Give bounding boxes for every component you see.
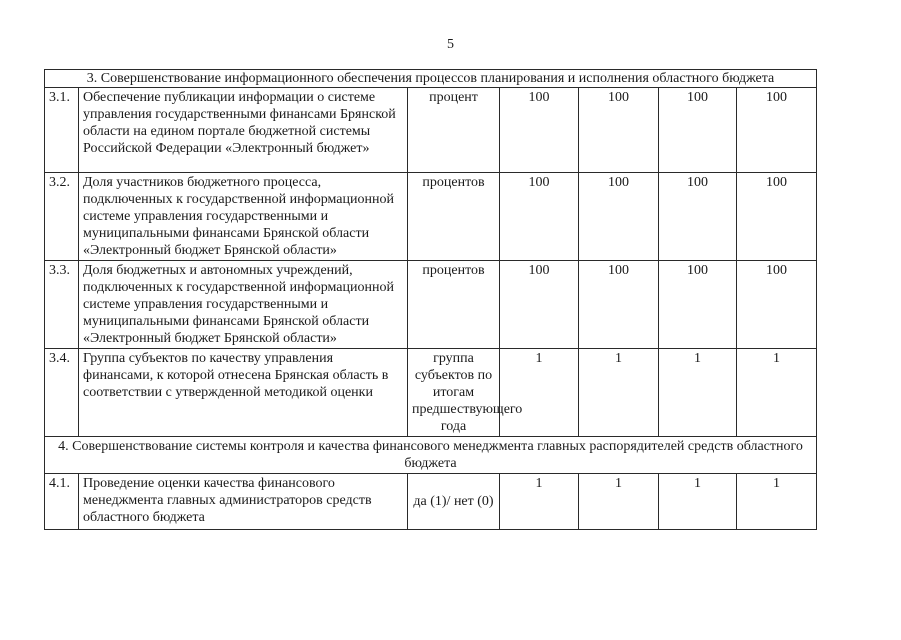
table-row bbox=[45, 173, 817, 261]
row-value: 100 bbox=[659, 88, 737, 173]
table-row bbox=[45, 88, 817, 173]
row-unit: группа субъектов по итогам предшествующего года bbox=[408, 349, 500, 437]
row-unit: процентов bbox=[408, 261, 500, 349]
row-value: 1 bbox=[500, 474, 579, 530]
row-description: Обеспечение публикации информации о системе управления государственными финансами Брянской области на едином портале бюджетной системы Российской Федерации «Электронный бюджет» bbox=[79, 88, 408, 173]
row-number: 3.4. bbox=[45, 349, 79, 437]
row-value: 100 bbox=[737, 173, 817, 261]
row-description: Группа субъектов по качеству управления финансами, к которой отнесена Брянская область в соответствии с утвержденной методикой оценки bbox=[79, 349, 408, 437]
row-value: 100 bbox=[737, 88, 817, 173]
row-value: 1 bbox=[500, 349, 579, 437]
row-unit: процент bbox=[408, 88, 500, 173]
row-number: 3.1. bbox=[45, 88, 79, 173]
page-number: 5 bbox=[447, 37, 454, 52]
row-value: 1 bbox=[579, 474, 659, 530]
section-header-row bbox=[45, 437, 817, 474]
row-value: 1 bbox=[659, 349, 737, 437]
indicators-table bbox=[44, 69, 817, 530]
row-number: 3.2. bbox=[45, 173, 79, 261]
table-row bbox=[45, 349, 817, 437]
row-number: 3.3. bbox=[45, 261, 79, 349]
row-value: 100 bbox=[579, 173, 659, 261]
row-value: 100 bbox=[737, 261, 817, 349]
row-value: 100 bbox=[579, 88, 659, 173]
row-value: 1 bbox=[579, 349, 659, 437]
row-value: 100 bbox=[500, 173, 579, 261]
row-value: 100 bbox=[659, 173, 737, 261]
table-row bbox=[45, 261, 817, 349]
row-description: Проведение оценки качества финансового менеджмента главных администраторов средств областного бюджета bbox=[79, 474, 408, 530]
row-value: 100 bbox=[500, 261, 579, 349]
row-value: 100 bbox=[659, 261, 737, 349]
section-header-row bbox=[45, 70, 817, 88]
row-unit: да (1)/ нет (0) bbox=[408, 474, 500, 530]
section-title: 3. Совершенствование информационного обеспечения процессов планирования и исполнения областного бюджета bbox=[45, 70, 817, 88]
row-description: Доля участников бюджетного процесса, подключенных к государственной информационной системе управления государственными и муниципальными финансами Брянской области «Электронный бюджет Брянской области» bbox=[79, 173, 408, 261]
row-number: 4.1. bbox=[45, 474, 79, 530]
table-row bbox=[45, 474, 817, 530]
row-value: 100 bbox=[579, 261, 659, 349]
row-unit: процентов bbox=[408, 173, 500, 261]
row-value: 1 bbox=[737, 474, 817, 530]
row-value: 100 bbox=[500, 88, 579, 173]
section-title: 4. Совершенствование системы контроля и качества финансового менеджмента главных распорядителей средств областного бюджета bbox=[45, 437, 817, 474]
row-description: Доля бюджетных и автономных учреждений, подключенных к государственной информационной системе управления государственными и муниципальными финансами Брянской области «Электронный бюджет Брянской области» bbox=[79, 261, 408, 349]
row-value: 1 bbox=[737, 349, 817, 437]
row-value: 1 bbox=[659, 474, 737, 530]
